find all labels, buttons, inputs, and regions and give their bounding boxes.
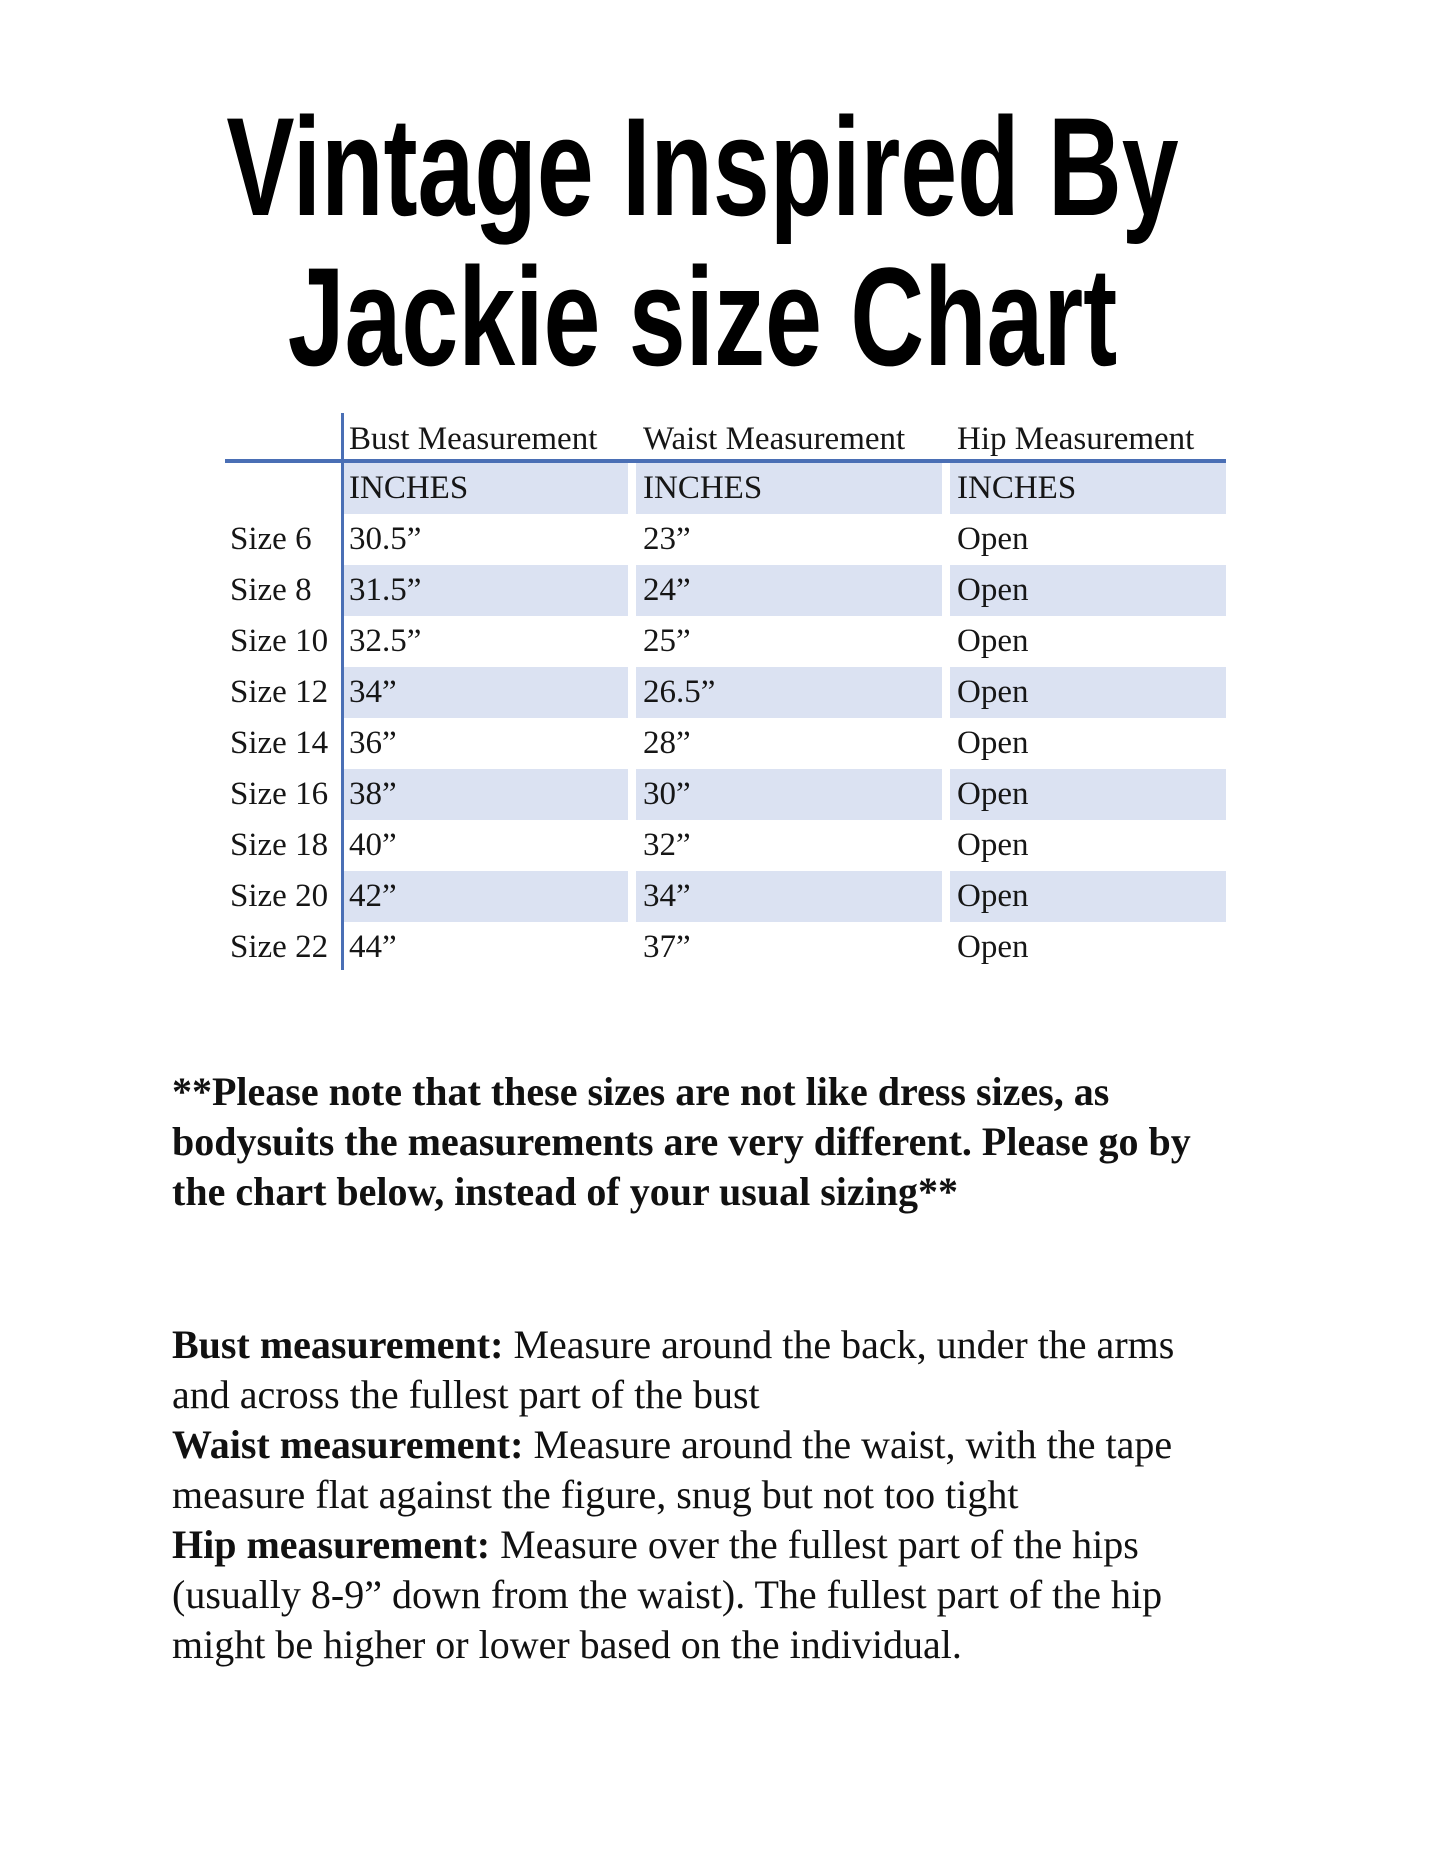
table-row	[225, 616, 1226, 667]
row-label: Size 18	[230, 827, 329, 863]
table-vertical-rule	[341, 413, 344, 970]
row-label: Size 20	[230, 878, 329, 914]
row-label: Size 16	[230, 776, 329, 812]
row-label: Size 10	[230, 623, 329, 659]
note-line: bodysuits the measurements are very different. Please go by	[172, 1119, 1191, 1164]
table-row	[225, 922, 1226, 973]
table-row	[225, 667, 1226, 718]
waist-cell: 26.5”	[636, 667, 950, 718]
bust-cell: 34”	[342, 667, 636, 718]
waist-cell: 34”	[636, 871, 950, 922]
hip-cell: Open	[957, 725, 1029, 761]
note-line: **Please note that these sizes are not like dress sizes, as	[172, 1069, 1110, 1114]
bust-cell: 31.5”	[342, 565, 636, 616]
hip-definition-line	[172, 1520, 1352, 1570]
hip-cell: Open	[957, 521, 1029, 557]
table-row	[225, 769, 1226, 820]
bust-definition-text: and across the fullest part of the bust	[172, 1372, 760, 1417]
bust-cell: 36”	[342, 718, 636, 769]
bust-cell: 42”	[342, 871, 636, 922]
bust-cell: 44”	[342, 922, 636, 973]
column-header-hip: Hip Measurement	[957, 421, 1195, 457]
table-row	[225, 514, 1226, 565]
waist-definition-text: Measure around the waist, with the tape	[523, 1422, 1173, 1467]
hip-cell: Open	[950, 565, 1226, 616]
bust-cell: INCHES	[342, 463, 636, 514]
column-header-bust: Bust Measurement	[342, 413, 636, 459]
hip-cell: Open	[950, 871, 1226, 922]
hip-definition-text: (usually 8-9” down from the waist). The fullest part of the hip	[172, 1572, 1163, 1617]
measurement-definitions	[172, 1320, 1352, 1670]
hip-cell: Open	[957, 827, 1029, 863]
waist-cell: 24”	[636, 565, 950, 616]
bust-cell: 32.5”	[342, 616, 636, 667]
hip-cell: INCHES	[950, 463, 1226, 514]
hip-definition-text: might be higher or lower based on the individual.	[172, 1622, 962, 1667]
bust-definition-text: Measure around the back, under the arms	[503, 1322, 1175, 1367]
bust-definition-label: Bust measurement:	[172, 1322, 504, 1367]
hip-definition-line	[172, 1620, 1352, 1670]
waist-definition-label: Waist measurement:	[172, 1422, 524, 1467]
table-row	[225, 820, 1226, 871]
bust-cell: 30.5”	[342, 514, 636, 565]
note-paragraph	[172, 1067, 1332, 1217]
corner-cell	[225, 413, 342, 459]
bust-definition-line	[172, 1370, 1352, 1420]
row-label: Size 6	[230, 521, 312, 557]
page-title-line1: Vintage Inspired By	[226, 88, 1179, 245]
table-row	[225, 871, 1226, 922]
table-header-row	[225, 413, 1226, 459]
hip-cell: Open	[957, 929, 1029, 965]
hip-definition-label: Hip measurement:	[172, 1522, 491, 1567]
waist-cell: 30”	[636, 769, 950, 820]
hip-cell: Open	[957, 623, 1029, 659]
hip-definition-text: Measure over the fullest part of the hips	[490, 1522, 1139, 1567]
waist-cell: 23”	[636, 514, 950, 565]
waist-cell: 32”	[636, 820, 950, 871]
row-label	[225, 463, 342, 514]
waist-definition-line	[172, 1420, 1352, 1470]
hip-cell: Open	[950, 667, 1226, 718]
row-label: Size 22	[230, 929, 329, 965]
hip-cell: Open	[950, 769, 1226, 820]
waist-cell: 25”	[636, 616, 950, 667]
waist-cell: 28”	[636, 718, 950, 769]
waist-definition-line	[172, 1470, 1352, 1520]
table-row	[225, 565, 1226, 616]
table-body	[225, 463, 1226, 973]
column-header-waist: Waist Measurement	[636, 413, 950, 459]
page-title-line2: Jackie size Chart	[287, 238, 1118, 395]
hip-definition-line	[172, 1570, 1352, 1620]
waist-cell: INCHES	[636, 463, 950, 514]
page-title	[175, 88, 1230, 395]
note-line: the chart below, instead of your usual sizing**	[172, 1169, 958, 1214]
row-label: Size 8	[230, 572, 312, 608]
row-label: Size 12	[230, 674, 329, 710]
row-label: Size 14	[230, 725, 329, 761]
bust-cell: 38”	[342, 769, 636, 820]
table-row	[225, 718, 1226, 769]
unit-row	[225, 463, 1226, 514]
size-chart-table	[225, 413, 1226, 973]
waist-definition-text: measure flat against the figure, snug but not too tight	[172, 1472, 1019, 1517]
bust-definition-line	[172, 1320, 1352, 1370]
waist-cell: 37”	[636, 922, 950, 973]
bust-cell: 40”	[342, 820, 636, 871]
